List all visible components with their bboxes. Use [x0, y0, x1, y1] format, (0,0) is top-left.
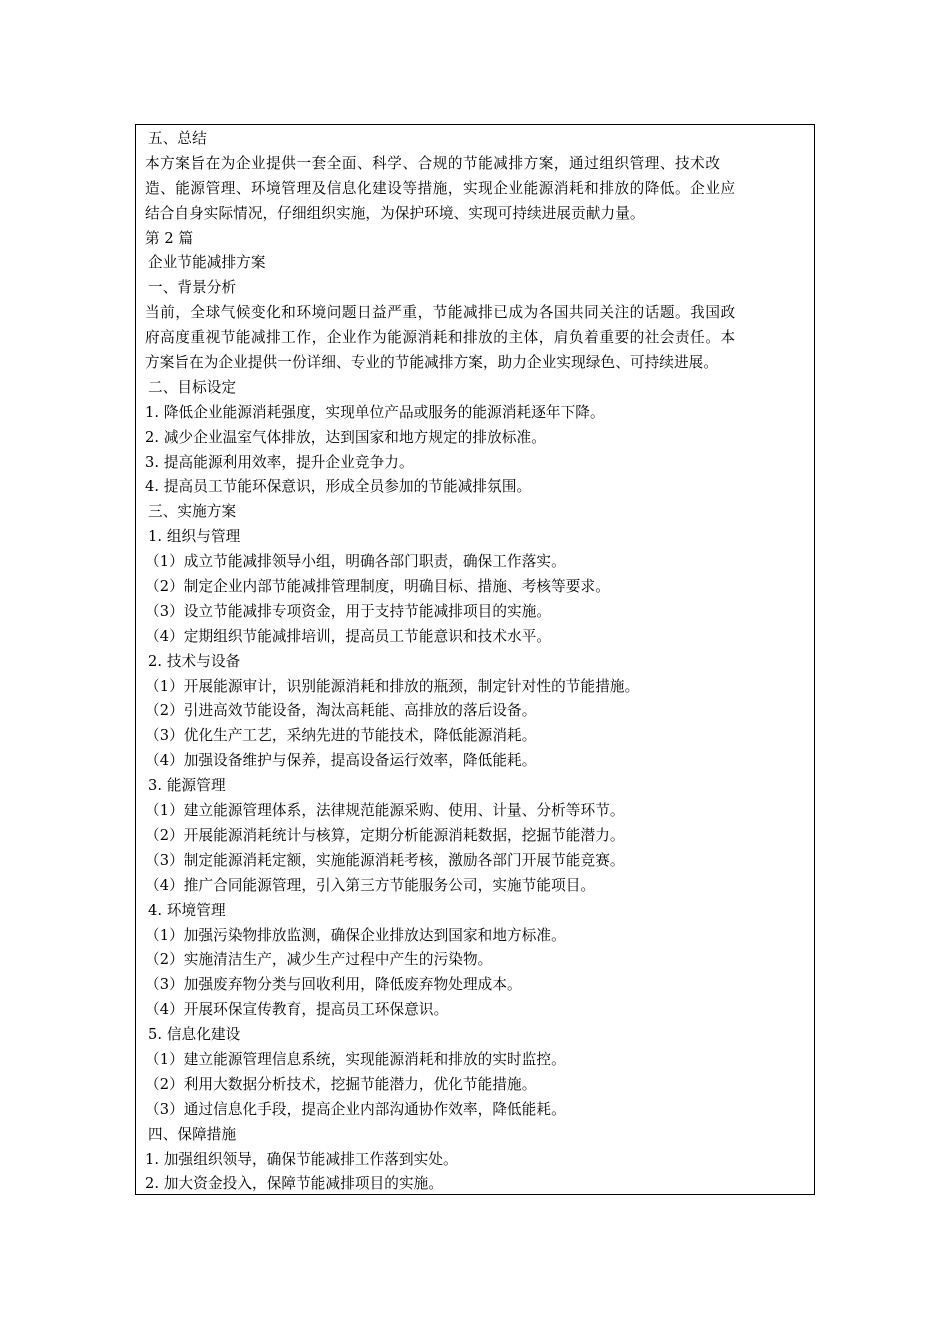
text-line: 2. 减少企业温室气体排放，达到国家和地方规定的排放标准。	[145, 428, 546, 446]
text-line: 企业节能减排方案	[148, 254, 266, 272]
text-line: 第 2 篇	[145, 229, 194, 247]
text-line: 府高度重视节能减排工作，企业作为能源消耗和排放的主体，肩负着重要的社会责任。本	[145, 329, 736, 347]
text-line: 1. 组织与管理	[148, 528, 241, 546]
text-line: （4）开展环保宣传教育，提高员工环保意识。	[145, 1001, 449, 1019]
text-line: （1）成立节能减排领导小组，明确各部门职责，确保工作落实。	[145, 553, 566, 571]
text-line: 4. 环境管理	[148, 901, 226, 919]
text-line: （1）建立能源管理体系，法律规范能源采购、使用、计量、分析等环节。	[145, 802, 625, 820]
text-line: 2. 加大资金投入，保障节能减排项目的实施。	[145, 1175, 444, 1193]
text-line: 2. 技术与设备	[148, 652, 241, 670]
document-table-cell	[135, 124, 815, 1195]
text-line: （2）开展能源消耗统计与核算，定期分析能源消耗数据，挖掘节能潜力。	[145, 826, 625, 844]
text-line: 3. 提高能源利用效率，提升企业竞争力。	[145, 453, 414, 471]
text-line: 结合自身实际情况，仔细组织实施，为保护环境、实现可持续进展贡献力量。	[145, 204, 645, 222]
text-line: 四、保障措施	[148, 1125, 237, 1143]
text-line: （2）制定企业内部节能减排管理制度，明确目标、措施、考核等要求。	[145, 578, 610, 596]
text-line: （3）设立节能减排专项资金，用于支持节能减排项目的实施。	[145, 602, 552, 620]
text-line: 五、总结	[148, 130, 207, 147]
text-line: 方案旨在为企业提供一份详细、专业的节能减排方案，助力企业实现绿色、可持续进展。	[145, 354, 719, 372]
text-line: 二、目标设定	[148, 378, 237, 396]
text-line: 本方案旨在为企业提供一套全面、科学、合规的节能减排方案，通过组织管理、技术改	[145, 154, 721, 172]
text-line: （3）通过信息化手段，提高企业内部沟通协作效率，降低能耗。	[145, 1100, 566, 1118]
text-line: 1. 加强组织领导，确保节能减排工作落到实处。	[145, 1150, 458, 1168]
text-line: 4. 提高员工节能环保意识，形成全员参加的节能减排氛围。	[145, 478, 532, 496]
text-line: 三、实施方案	[148, 503, 237, 521]
text-line: 5. 信息化建设	[148, 1026, 241, 1044]
text-line: （1）建立能源管理信息系统，实现能源消耗和排放的实时监控。	[145, 1050, 566, 1068]
text-line: 1. 降低企业能源消耗强度，实现单位产品或服务的能源消耗逐年下降。	[145, 403, 605, 421]
text-line: （2）利用大数据分析技术，挖掘节能潜力，优化节能措施。	[145, 1075, 537, 1093]
text-line: （4）推广合同能源管理，引入第三方节能服务公司，实施节能项目。	[145, 876, 596, 894]
text-line: （4）加强设备维护与保养，提高设备运行效率，降低能耗。	[145, 752, 537, 770]
text-line: 3. 能源管理	[148, 777, 226, 795]
text-line: 一、背景分析	[148, 279, 237, 297]
text-line: （3）制定能源消耗定额，实施能源消耗考核，激励各部门开展节能竞赛。	[145, 851, 625, 869]
text-line: （3）优化生产工艺，采纳先进的节能技术，降低能源消耗。	[145, 727, 537, 745]
text-line: （2）引进高效节能设备，淘汰高耗能、高排放的落后设备。	[145, 702, 537, 720]
text-line: （3）加强废弃物分类与回收利用，降低废弃物处理成本。	[145, 976, 522, 994]
text-line: （1）加强污染物排放监测，确保企业排放达到国家和地方标准。	[145, 926, 566, 944]
text-line: 当前，全球气候变化和环境问题日益严重，节能减排已成为各国共同关注的话题。我国政	[145, 304, 736, 322]
text-line: （1）开展能源审计，识别能源消耗和排放的瓶颈，制定针对性的节能措施。	[145, 677, 640, 695]
text-line: （4）定期组织节能减排培训，提高员工节能意识和技术水平。	[145, 627, 552, 645]
text-line: 造、能源管理、环境管理及信息化建设等措施，实现企业能源消耗和排放的降低。企业应	[145, 179, 736, 197]
text-line: （2）实施清洁生产，减少生产过程中产生的污染物。	[145, 951, 493, 969]
